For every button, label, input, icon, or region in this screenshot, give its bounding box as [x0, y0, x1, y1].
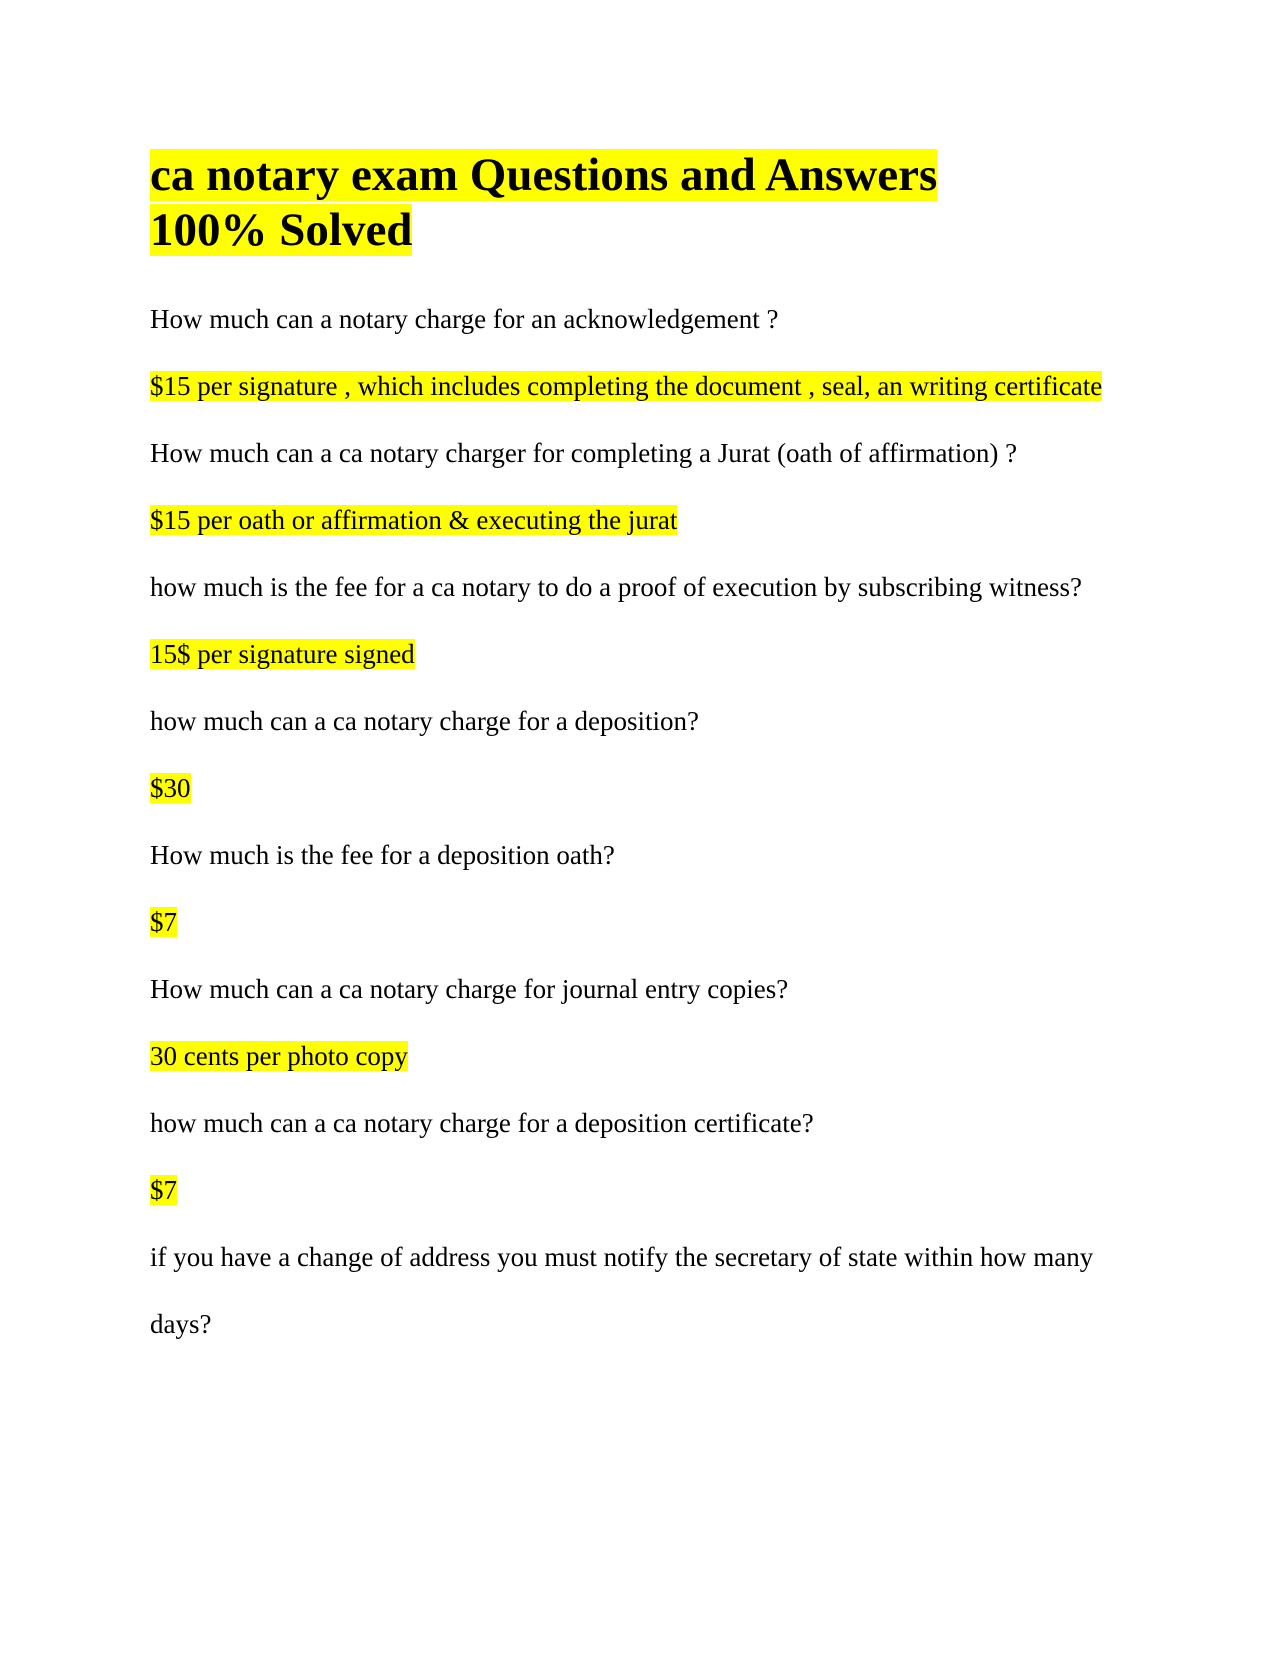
title-line-1: ca notary exam Questions and Answers — [150, 149, 938, 201]
title-line-2: 100% Solved — [150, 204, 413, 256]
question-1: How much can a notary charge for an acknowledgement ? — [150, 304, 779, 334]
question-5: How much is the fee for a deposition oath? — [150, 840, 615, 870]
answer-5: $7 — [150, 907, 177, 937]
document-title — [150, 148, 1140, 258]
document-page — [150, 148, 1140, 1358]
question-4: how much can a ca notary charge for a deposition? — [150, 706, 700, 736]
answer-3: 15$ per signature signed — [150, 639, 415, 669]
question-8: if you have a change of address you must notify the secretary of state within how many days? — [150, 1242, 1094, 1339]
question-7: how much can a ca notary charge for a deposition certificate? — [150, 1108, 814, 1138]
answer-4: $30 — [150, 773, 191, 803]
answer-6: 30 cents per photo copy — [150, 1041, 408, 1071]
answer-1: $15 per signature , which includes completing the document , seal, an writing certificate — [150, 371, 1103, 401]
question-3: how much is the fee for a ca notary to do a proof of execution by subscribing witness? — [150, 572, 1082, 602]
question-6: How much can a ca notary charge for journal entry copies? — [150, 974, 789, 1004]
answer-7: $7 — [150, 1175, 177, 1205]
answer-2: $15 per oath or affirmation & executing the jurat — [150, 505, 678, 535]
question-2: How much can a ca notary charger for completing a Jurat (oath of affirmation) ? — [150, 438, 1018, 468]
